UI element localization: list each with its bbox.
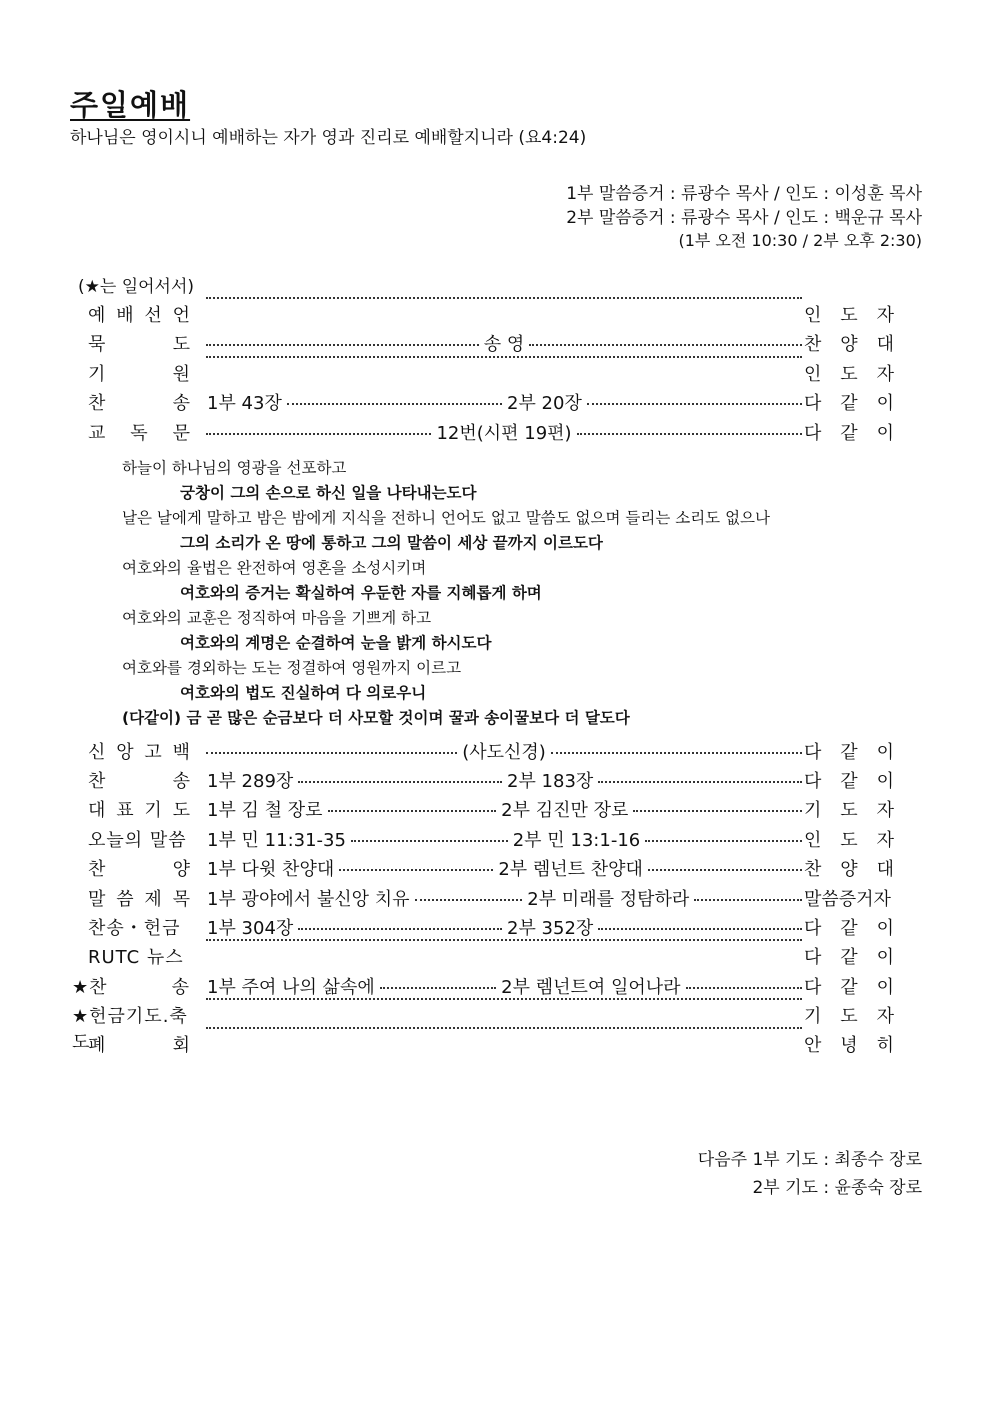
role-char: 인 (804, 364, 822, 385)
order-item-detail (204, 914, 804, 940)
dot-leader (415, 899, 523, 901)
preacher-line-1: 1부 말씀증거 : 류광수 목사 / 인도 : 이성훈 목사 (566, 184, 922, 204)
order-item (72, 855, 894, 881)
role-char: 같 (840, 918, 858, 939)
role-char: 다 (804, 393, 822, 414)
responsive-line-lead: 하늘이 하나님의 영광을 선포하고 (122, 459, 347, 477)
order-item-detail (204, 1002, 804, 1004)
dot-leader (287, 403, 502, 405)
order-item (72, 943, 894, 969)
order-item-role (804, 330, 894, 356)
label-char: 교 (88, 423, 106, 444)
order-item-label (72, 914, 216, 940)
dot-leader (298, 928, 502, 930)
dot-leader (529, 344, 802, 346)
order-item-role (804, 419, 894, 445)
dot-leader (598, 928, 802, 930)
order-item (72, 738, 894, 764)
order-item (72, 1002, 894, 1053)
order-item (72, 914, 894, 940)
service-2-detail: 2부 183장 (507, 771, 594, 792)
label-char: ★찬 (72, 977, 108, 998)
label-char: 찬 (88, 393, 106, 414)
role-char: 이 (876, 771, 894, 792)
role-char: 인 (804, 830, 822, 851)
role-char: 녕 (840, 1035, 858, 1056)
label-char: 찬 (88, 859, 106, 880)
responsive-line-cong: 궁창이 그의 손으로 하신 일을 나타내는도다 (180, 484, 477, 502)
order-item-role (804, 914, 894, 940)
responsive-line-cong: 여호와의 증거는 확실하여 우둔한 자를 지혜롭게 하며 (180, 584, 542, 602)
role-char: 같 (840, 977, 858, 998)
order-item-label (72, 973, 190, 999)
role-char: 다 (804, 947, 822, 968)
service-2-detail: 2부 미래를 정탐하라 (527, 889, 690, 910)
order-item-label (72, 1031, 190, 1057)
dot-leader (206, 297, 802, 299)
role-char: 이 (876, 977, 894, 998)
label-char: 찬 (88, 771, 106, 792)
order-item-detail (204, 943, 804, 945)
role-char: 자 (876, 830, 894, 851)
order-item-role (804, 796, 894, 822)
label-char: 제 (144, 889, 162, 910)
dot-leader (648, 869, 802, 871)
responsive-line-lead: 여호와의 교훈은 정직하여 마음을 기쁘게 하고 (122, 609, 432, 627)
order-item-role (804, 855, 894, 881)
dot-leader (598, 781, 802, 783)
order-item (72, 1031, 894, 1057)
responsive-line-lead: 날은 날에게 말하고 밤은 밤에게 지식을 전하니 언어도 없고 말씀도 없으며 들리는 소리도 없으나 (122, 509, 771, 527)
dot-leader (351, 840, 508, 842)
dot-leader (686, 987, 802, 989)
dot-leader (206, 998, 802, 1000)
role-char: 도 (840, 830, 858, 851)
order-item (72, 796, 894, 822)
role-char: 이 (876, 947, 894, 968)
order-item-label (72, 738, 190, 764)
page-title: 주일예배 (70, 88, 191, 122)
label-char: 선 (144, 305, 162, 326)
role-char: 같 (840, 393, 858, 414)
order-item-detail (204, 389, 804, 415)
label-char: 앙 (116, 742, 134, 763)
label-char: 씀 (116, 889, 134, 910)
role-char: 도 (840, 364, 858, 385)
order-item-label (72, 885, 190, 911)
order-item (72, 389, 894, 415)
label-char: 독 (130, 423, 148, 444)
order-item (72, 973, 894, 999)
order-item-detail (204, 796, 804, 822)
role-char: 찬 (804, 859, 822, 880)
scripture-verse: 하나님은 영이시니 예배하는 자가 영과 진리로 예배할지니라 (요4:24) (70, 128, 587, 148)
label-char: 고 (144, 742, 162, 763)
order-item-label (72, 767, 190, 793)
role-char: 찬 (804, 334, 822, 355)
label-char: 도 (172, 800, 190, 821)
order-item-label (72, 330, 190, 356)
label-char: 목 (172, 889, 190, 910)
role-char: 자 (876, 305, 894, 326)
order-item (72, 826, 894, 852)
label-char: 회 (172, 1035, 190, 1056)
dot-leader (551, 752, 802, 754)
dot-leader (328, 810, 497, 812)
label-char: 원 (172, 364, 190, 385)
role-char: 이 (876, 742, 894, 763)
label-char: 묵 (88, 334, 106, 355)
order-item-role (804, 826, 894, 852)
label-char: 기 (88, 364, 106, 385)
role-char: 양 (840, 334, 858, 355)
order-item-role (804, 360, 894, 386)
label-char: 언 (172, 305, 190, 326)
order-item-note: (사도신경) (462, 742, 546, 763)
order-item-role (804, 885, 894, 911)
order-item-role (804, 738, 894, 764)
order-item-role (804, 1031, 894, 1057)
role-char: 이 (876, 423, 894, 444)
service-1-detail: 1부 김 철 장로 (207, 800, 323, 821)
order-item-label (72, 826, 216, 852)
role-char: 기 (804, 800, 822, 821)
role-char: 같 (840, 947, 858, 968)
role-char: 기 (804, 1006, 822, 1027)
label-char: 송 (172, 771, 190, 792)
service-1-detail: 1부 다윗 찬양대 (207, 859, 335, 880)
order-item-role (804, 389, 894, 415)
label-char: 송 (172, 393, 190, 414)
order-item-detail (204, 330, 804, 356)
service-1-detail: 1부 주여 나의 삶속에 (207, 977, 375, 998)
service-2-detail: 2부 렘넌트여 일어나라 (501, 977, 681, 998)
order-item-detail (204, 738, 804, 764)
role-char: 도 (840, 800, 858, 821)
order-item-label (72, 419, 190, 445)
dot-leader (206, 433, 431, 435)
dot-leader (206, 1027, 802, 1029)
label-char: 예 (88, 305, 106, 326)
service-2-detail: 2부 김진만 장로 (501, 800, 629, 821)
label-char: 폐 (88, 1035, 106, 1056)
service-1-detail: 1부 민 11:31-35 (207, 830, 346, 851)
label-char: RUTC 뉴스 (88, 947, 184, 968)
order-item-role (804, 943, 894, 969)
order-item-detail (204, 360, 804, 362)
role-char: 다 (804, 918, 822, 939)
role-char: 같 (840, 742, 858, 763)
role-char: 도 (840, 1006, 858, 1027)
preacher-line-2: 2부 말씀증거 : 류광수 목사 / 인도 : 백운규 목사 (566, 208, 922, 228)
role-char: 다 (804, 742, 822, 763)
label-char: 송 (171, 977, 190, 998)
service-1-detail: 1부 289장 (207, 771, 294, 792)
order-item-label (72, 855, 190, 881)
service-times: (1부 오전 10:30 / 2부 오후 2:30) (678, 231, 922, 250)
order-item-detail (204, 767, 804, 793)
role-char: 자 (876, 800, 894, 821)
label-char: 배 (116, 305, 134, 326)
order-item-role (804, 767, 894, 793)
service-2-detail: 2부 민 13:1-16 (512, 830, 641, 851)
role-char: 대 (876, 859, 894, 880)
order-item-role (804, 1002, 894, 1028)
responsive-line-cong: 그의 소리가 온 땅에 통하고 그의 말씀이 세상 끝까지 이르도다 (180, 534, 603, 552)
label-char: 찬송・헌금 (88, 918, 181, 939)
order-item-detail (204, 885, 804, 911)
role-char: 다 (804, 423, 822, 444)
dot-leader (587, 403, 802, 405)
dot-leader (380, 987, 496, 989)
order-item (72, 419, 894, 445)
dot-leader (206, 356, 802, 358)
role-char: 다 (804, 977, 822, 998)
order-item (72, 330, 894, 356)
dot-leader (298, 781, 502, 783)
order-item-note: 송 영 (483, 334, 525, 355)
order-item (72, 885, 894, 911)
order-item-detail (204, 419, 804, 445)
order-item (72, 301, 894, 327)
order-item (72, 767, 894, 793)
label-char: 양 (172, 859, 190, 880)
responsive-line-all: (다같이) 금 곧 많은 순금보다 더 사모할 것이며 꿀과 송이꿀보다 더 달도다 (122, 709, 630, 727)
order-item-detail (204, 855, 804, 881)
role-char: 말씀증거자 (804, 889, 891, 910)
label-char: 오늘의 말씀 (88, 830, 187, 851)
label-char: 도 (172, 334, 190, 355)
role-char: 대 (876, 334, 894, 355)
label-char: 신 (88, 742, 106, 763)
label-char: 대 (88, 800, 106, 821)
dot-leader (633, 810, 802, 812)
service-1-detail: 1부 광야에서 불신앙 치유 (207, 889, 410, 910)
dot-leader (206, 939, 802, 941)
role-char: 안 (804, 1035, 822, 1056)
order-item-role (804, 973, 894, 999)
label-char: 문 (172, 423, 190, 444)
standing-note: (★는 일어서서) (78, 277, 195, 297)
role-char: 이 (876, 393, 894, 414)
order-item-label (72, 301, 190, 327)
dot-leader (206, 344, 479, 346)
dot-leader (206, 752, 457, 754)
role-char: 자 (876, 1006, 894, 1027)
dot-leader (645, 840, 802, 842)
role-char: 인 (804, 305, 822, 326)
label-char: 백 (172, 742, 190, 763)
role-char: 같 (840, 423, 858, 444)
role-char: 이 (876, 918, 894, 939)
responsive-line-lead: 여호와를 경외하는 도는 정결하여 영원까지 이르고 (122, 659, 462, 677)
responsive-line-lead: 여호와의 율법은 완전하여 영혼을 소성시키며 (122, 559, 427, 577)
next-week-prayer-1: 다음주 1부 기도 : 최종수 장로 (697, 1150, 922, 1170)
dot-leader (694, 899, 802, 901)
role-char: 같 (840, 771, 858, 792)
responsive-line-cong: 여호와의 계명은 순결하여 눈을 밝게 하시도다 (180, 634, 492, 652)
order-item-label (72, 943, 216, 969)
responsive-line-cong: 여호와의 법도 진실하여 다 의로우니 (180, 684, 427, 702)
service-2-detail: 2부 352장 (507, 918, 594, 939)
order-item-label (72, 389, 190, 415)
role-char: 다 (804, 771, 822, 792)
order-item-label (72, 796, 190, 822)
order-item-role (804, 301, 894, 327)
order-item-detail (204, 826, 804, 852)
label-char: 말 (88, 889, 106, 910)
dot-leader (577, 433, 802, 435)
order-item-note: 12번(시편 19편) (436, 423, 572, 444)
service-2-detail: 2부 20장 (507, 393, 582, 414)
label-char: 기 (144, 800, 162, 821)
order-item-label (72, 360, 190, 386)
dot-leader (339, 869, 493, 871)
service-2-detail: 2부 렘넌트 찬양대 (498, 859, 643, 880)
role-char: 도 (840, 305, 858, 326)
role-char: 자 (876, 364, 894, 385)
label-char: 표 (116, 800, 134, 821)
label-char: ★헌금기도.축도 (72, 1006, 188, 1053)
order-item-detail (204, 973, 804, 999)
role-char: 히 (876, 1035, 894, 1056)
role-char: 양 (840, 859, 858, 880)
next-week-prayer-2: 2부 기도 : 윤종숙 장로 (752, 1178, 922, 1198)
service-1-detail: 1부 43장 (207, 393, 282, 414)
order-item-detail (204, 301, 804, 303)
order-item-detail (204, 1031, 804, 1033)
service-1-detail: 1부 304장 (207, 918, 294, 939)
order-item (72, 360, 894, 386)
